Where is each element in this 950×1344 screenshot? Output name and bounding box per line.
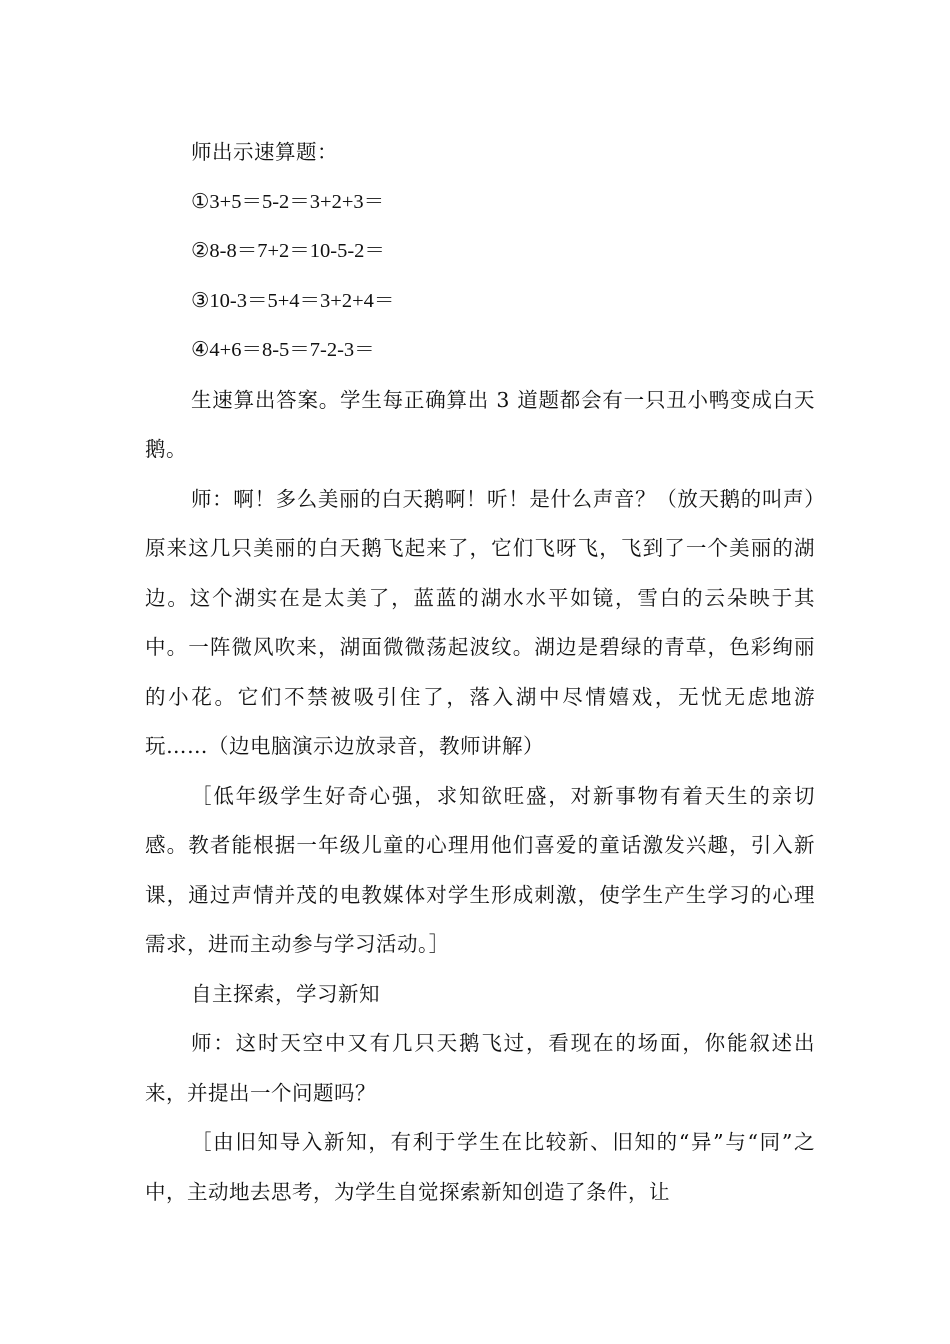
exercise-3: ③10-3＝5+4＝3+2+4＝ <box>191 289 395 312</box>
exercise-2: ②8-8＝7+2＝10-5-2＝ <box>191 240 385 262</box>
commentary-paragraph-2: ［由旧知导入新知，有利于学生在比较新、旧知的“异”与“同”之中，主动地去思考，为学生自觉探索新知创造了条件，让 <box>145 1130 815 1204</box>
document-body <box>145 128 815 1217</box>
section-heading: 自主探索，学习新知 <box>191 981 380 1006</box>
intro-line: 师出示速算题： <box>191 140 338 164</box>
exercise-1: ①3+5＝5-2＝3+2+3＝ <box>191 190 385 213</box>
commentary-paragraph-1: ［低年级学生好奇心强，求知欲旺盛，对新事物有着天生的亲切感。教者能根据一年级儿童的心理用他们喜爱的童话激发兴趣，引入新课，通过声情并茂的电教媒体对学生形成刺激，使学生产生学习的心理需求，进而主动参与学习活动。］ <box>145 783 815 956</box>
teacher-question-paragraph: 师：这时天空中又有几只天鹅飞过，看现在的场面，你能叙述出来，并提出一个问题吗？ <box>145 1031 815 1105</box>
student-answer-paragraph: 生速算出答案。学生每正确算出 3 道题都会有一只丑小鸭变成白天鹅。 <box>145 387 815 461</box>
teacher-swan-paragraph: 师：啊！多么美丽的白天鹅啊！听！是什么声音？（放天鹅的叫声）原来这几只美丽的白天鹅飞起来了，它们飞呀飞，飞到了一个美丽的湖边。这个湖实在是太美了，蓝蓝的湖水水平如镜，雪白的云朵映于其中。一阵微风吹来，湖面微微荡起波纹。湖边是碧绿的青草，色彩绚丽的小花。它们不禁被吸引住了，落入湖中尽情嬉戏，无忧无虑地游玩……（边电脑演示边放录音，教师讲解） <box>145 486 815 758</box>
exercise-4: ④4+6＝8-5＝7-2-3＝ <box>191 339 375 361</box>
